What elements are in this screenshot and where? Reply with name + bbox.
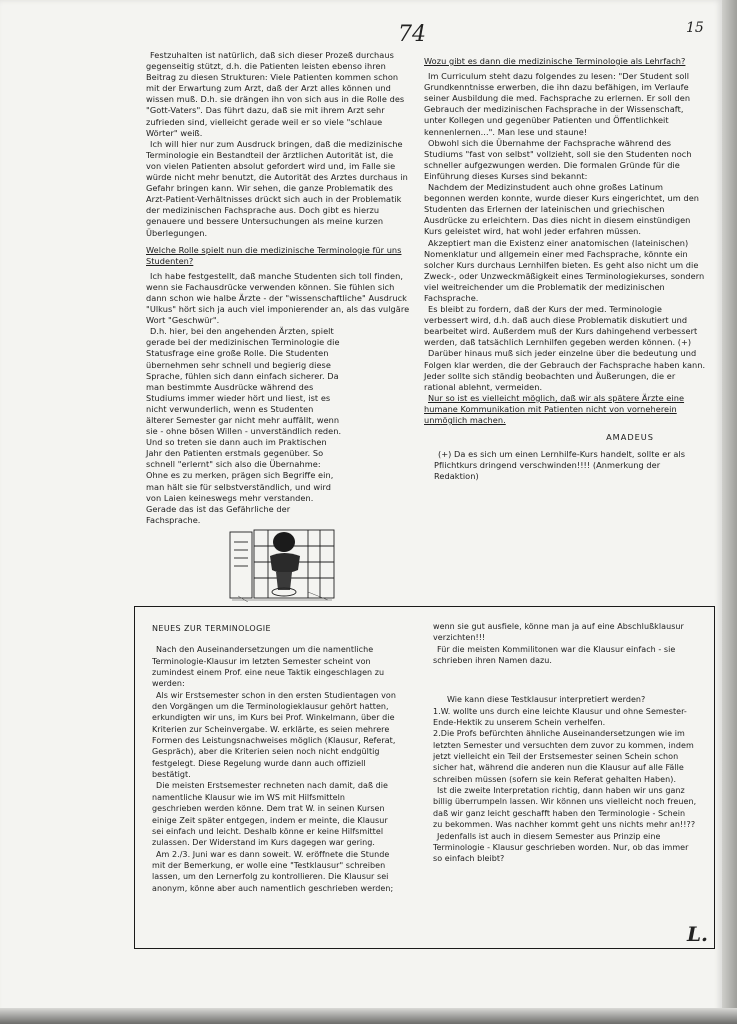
paragraph: 2.Die Profs befürchten ähnliche Auseinandersetzungen wie im letzten Semester und versuchten dem zuvor zu kommen, indem jetzt vielleicht ein Teil der Erstsemester seinen Schein schon sicher hat, während die anderen nun die Klausur auf alle Fälle schreiben müssen (sofern sie kein Referat gehalten Haben). xyxy=(433,729,694,784)
paragraph: Für die meisten Kommilitonen war die Klausur einfach - sie schrieben ihren Namen dazu. xyxy=(433,644,676,666)
toilet-illustration xyxy=(228,528,338,602)
paragraph: Jedenfalls ist auch in diesem Semester aus Prinzip eine Terminologie - Klausur geschrieben worden. Nur, ob das immer so einfach bleibt? xyxy=(433,831,689,864)
paragraph: Die meisten Erstsemester rechneten nach damit, daß die namentliche Klausur wie im WS mit Hilfsmitteln geschrieben werden könne. Dem trat W. in seinen Kursen einige Zeit später entgegen, indem er meinte, die Klausur sei einfach und leicht. Deshalb könne er keine Hilfsmittel zulassen. Der Widerstand im Kurs dagegen war gering. xyxy=(152,781,388,848)
paragraph: Obwohl sich die Übernahme der Fachsprache während des Studiums "fast von selbst" vollzieht, soll sie den Studenten noch schneller aufgezwungen werden. Die formalen Gründe für die Einführung dieses Kurses sind bekannt: xyxy=(424,137,692,181)
paragraph: Es bleibt zu fordern, daß der Kurs der med. Terminologie verbessert wird, d.h. daß auch diese Problematik diskutiert und bearbeitet wird. Außerdem muß der Kurs dahingehend verbessert werden, daß tatsächlich Lernhilfen gegeben werden können. (+) xyxy=(424,304,698,348)
section-heading: Welche Rolle spielt nun die medizinische Terminologie für uns Studenten? xyxy=(146,244,402,266)
paragraph: wenn sie gut ausfiele, könne man ja auf eine Abschlußklausur verzichten!!! xyxy=(433,622,684,643)
paragraph: Festzuhalten ist natürlich, daß sich dieser Prozeß durchaus gegenseitig stützt, d.h. die Patienten leisten ebenso ihren Beitrag zu diesen Strukturen: Viele Patienten kommen schon mit der Erwartung zum Arzt, daß der Arzt alles können und wissen muß. D.h. sie drängen ihn von sich aus in die Rolle des "Gott-Vaters". Das führt dazu, daß sie mit ihrem Arzt sehr zufrieden sind, vielleicht gerade weil er so viele "schlaue Wörter" weiß. xyxy=(146,50,405,138)
paragraph: Ich will hier nur zum Ausdruck bringen, daß die medizinische Terminologie ein Bestandteil der ärztlichen Autorität ist, die von vielen Patienten absolut gefordert wird und, im Falle sie würde nicht mehr benutzt, die Autorität des Arztes durchaus in Gefahr bringen kann. Wir sehen, die ganze Problematik des Arzt-Patient-Verhältnisses drückt sich auch in der Problematik der medizinischen Fachsprache aus. Doch gibt es hierzu genauere und bessere Untersuchungen als meine kurzen Überlegungen. xyxy=(146,138,408,238)
handwritten-number: 74 xyxy=(398,22,426,47)
closing-statement: Nur so ist es vielleicht möglich, daß wir als spätere Ärzte eine humane Kommunikation mit Patienten nicht von vorneherein unmöglich machen. xyxy=(424,392,685,425)
box-title: NEUES ZUR TERMINOLOGIE xyxy=(152,624,271,633)
right-column xyxy=(424,50,706,482)
page-number: 15 xyxy=(686,20,704,36)
editor-footnote: (+) Da es sich um einen Lernhilfe-Kurs handelt, sollte er als Pflichtkurs dringend verschwinden!!!! (Anmerkung der Redaktion) xyxy=(434,449,686,482)
author-signature: AMADEUS xyxy=(606,432,654,443)
paragraph: Nachdem der Medizinstudent auch ohne großes Latinum begonnen werden konnte, wurde dieser Kurs eingerichtet, um den Studenten das Erlernen der lateinischen und griechischen Ausdrücke zu erleichtern. Das dies nicht in diesem einstündigen Kurs geleistet wird, hat wohl jeder erfahren müssen. xyxy=(424,182,700,237)
paragraph: D.h. hier, bei den angehenden Ärzten, spielt gerade bei der medizinischen Terminologie die Statusfrage eine große Rolle. Die Studenten übernehmen sehr schnell und begierig diese Sprache, fühlen sich dann einfach sicherer. Da man bestimmte Ausdrücke während des Studiums immer wieder hört und liest, ist es nicht verwunderlich, wenn es Studenten älterer Semester gar nicht mehr auffällt, wenn sie - ohne bösen Willen - unverständlich reden. Und so treten sie dann auch im Praktischen Jahr den Patienten erstmals gegenüber. So schnell "erlernt" sich also die Übernahme: Ohne es zu merken, prägen sich Begriffe ein, man hält sie für selbstverständlich, und wird von Laien keineswegs mehr verstanden. Gerade das ist das Gefährliche der Fachsprache. xyxy=(146,326,342,525)
page-edge xyxy=(722,0,737,1024)
section-heading: Wozu gibt es dann die medizinische Terminologie als Lehrfach? xyxy=(424,56,686,66)
paragraph: Wie kann diese Testklausur interpretiert werden? xyxy=(447,695,646,705)
box-left-column xyxy=(152,623,396,894)
box-right-column xyxy=(433,621,697,865)
paragraph: Am 2./3. Juni war es dann soweit. W. eröffnete die Stunde mit der Bemerkung, er wolle eine "Testklausur" schreiben lassen, um den Lernerfolg zu kontrollieren. Die Klausur sei anonym, könne aber auch namentlich geschrieben werden; xyxy=(152,849,394,893)
paragraph: Nach den Auseinandersetzungen um die namentliche Terminologie-Klausur im letzten Semester scheint von zumindest einem Prof. eine neue Taktik eingeschlagen zu werden: xyxy=(152,645,385,689)
paragraph: Darüber hinaus muß sich jeder einzelne über die bedeutung und Folgen klar werden, die der Gebrauch der Fachsprache haben kann. Jeder sollte sich ständig beobachten und Äußerungen, die er rational ablehnt, vermeiden. xyxy=(424,348,706,392)
paragraph: Akzeptiert man die Existenz einer anatomischen (lateinischen) Nomenklatur und allgemein einer med Fachsprache, könnte ein solcher Kurs durchaus Lernhilfen bieten. Es geht also nicht um die Zweck-, oder Unzweckmäßigkeit eines Terminologiekurses, sondern viel weitreichender um die Problematik der medizinischen Fachsprache. xyxy=(424,237,705,303)
left-column xyxy=(146,50,410,526)
paragraph: Ich habe festgestellt, daß manche Studenten sich toll finden, wenn sie Fachausdrücke verwenden können. Sie fühlen sich dann schon wie halbe Ärzte - der "wissenschaftliche" Ausdruck "Ulkus" hört sich ja auch viel imponierender an, als das vulgäre Wort "Geschwür". xyxy=(146,270,410,326)
paragraph: 1.W. wollte uns durch eine leichte Klausur und ohne Semester-Ende-Hektik zu unserem Schein verhelfen. xyxy=(433,706,687,728)
paragraph: Als wir Erstsemester schon in den ersten Studientagen von den Vorgängen um die Terminologieklausur gehört hatten, erkundigten wir uns, im Kurs bei Prof. Winkelmann, über die Kriterien zur Scheinvergabe. W. erklärte, es seien mehrere Formen des Leistungsnachweises möglich (Klausur, Referat, Gespräch), aber die Kriterien seien noch nicht endgültig festgelegt. Diese Regelung wurde dann auch offiziell bestätigt. xyxy=(152,690,396,780)
paragraph: Ist die zweite Interpretation richtig, dann haben wir uns ganz billig überrumpeln lassen. Wir können uns vielleicht noch freuen, daß wir ganz leicht geschafft haben den Terminologie - Schein zu bekommen. Was nachher kommt geht uns nichts mehr an!!?? xyxy=(433,786,697,830)
news-box xyxy=(134,606,715,949)
handwritten-mark: L. xyxy=(686,922,708,946)
scan-bottom-shadow xyxy=(0,1008,737,1024)
paragraph: Im Curriculum steht dazu folgendes zu lesen: "Der Student soll Grundkenntnisse erwerben, die ihn dazu befähigen, im Verlaufe seiner Ausbildung die med. Fachsprache zu erlernen. Er soll den Gebrauch der medizinischen Fachsprache in der Wissenschaft, unter Kollegen und gegenüber Patienten und Öffentlichkeit kennenlernen...". Man lese und staune! xyxy=(424,71,691,137)
